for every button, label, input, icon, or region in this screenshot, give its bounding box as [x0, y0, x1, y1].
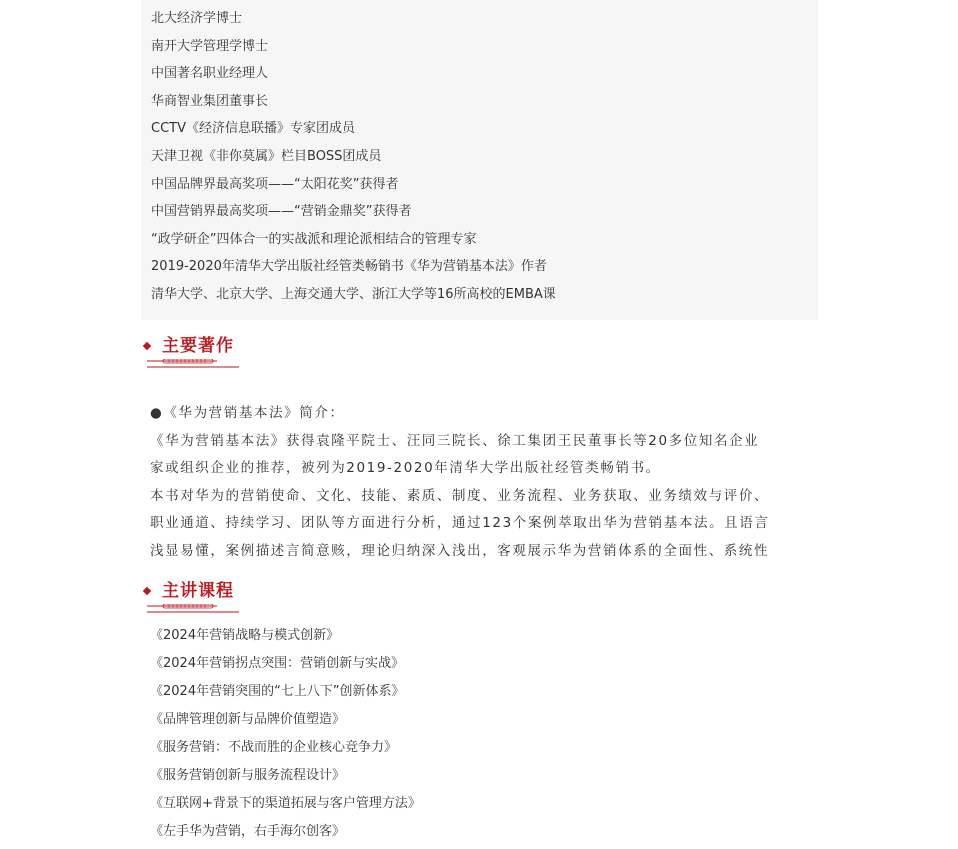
course-item: 《2024年营销战略与模式创新》 — [150, 628, 340, 643]
intro-list — [151, 5, 556, 309]
heading-underline-decoration — [147, 604, 239, 614]
intro-item: 天津卫视《非你莫属》栏目BOSS团成员 — [151, 148, 382, 164]
book-line: ●《华为营销基本法》简介： — [150, 405, 345, 421]
book-line: 本书对华为的营销使命、文化、技能、素质、制度、业务流程、业务获取、业务绩效与评价、 — [150, 487, 770, 504]
intro-item: 南开大学管理学博士 — [151, 38, 269, 54]
works-heading-title: 主要著作 — [162, 336, 234, 356]
heading-underline-decoration — [147, 359, 239, 369]
course-item: 《品牌管理创新与品牌价值塑造》 — [150, 712, 346, 727]
course-item: 《左手华为营销，右手海尔创客》 — [150, 824, 346, 839]
works-section-heading — [144, 335, 264, 375]
book-introduction — [150, 400, 810, 565]
course-item: 《服务营销：不战而胜的企业核心竞争力》 — [150, 740, 398, 755]
course-item: 《2024年营销突围的“七上八下”创新体系》 — [150, 684, 405, 699]
intro-item: 中国著名职业经理人 — [151, 66, 269, 82]
book-line: 浅显易懂，案例描述言简意赅，理论归纳深入浅出，客观展示华为营销体系的全面性、系统性 — [150, 542, 770, 559]
diamond-marker-icon — [143, 342, 151, 350]
intro-item: 中国营销界最高奖项——“营销金鼎奖”获得者 — [151, 204, 412, 220]
intro-item: “政学研企”四体合一的实战派和理论派相结合的管理专家 — [151, 231, 477, 247]
diamond-marker-icon — [143, 587, 151, 595]
book-line: 《华为营销基本法》获得袁隆平院士、汪同三院长、徐工集团王民董事长等20多位知名企业 — [150, 432, 760, 449]
course-item: 《互联网+背景下的渠道拓展与客户管理方法》 — [150, 796, 421, 811]
course-item: 《2024年营销拐点突围：营销创新与实战》 — [150, 656, 405, 671]
book-line: 家或组织企业的推荐，被列为2019-2020年清华大学出版社经管类畅销书。 — [150, 460, 661, 476]
intro-item: 北大经济学博士 — [151, 11, 243, 26]
courses-section-heading — [144, 580, 264, 620]
course-item: 《服务营销创新与服务流程设计》 — [150, 768, 346, 783]
book-line: 职业通道、持续学习、团队等方面进行分析，通过123个案例萃取出华为营销基本法。且语言 — [150, 515, 770, 531]
intro-item: 2019-2020年清华大学出版社经管类畅销书《华为营销基本法》作者 — [151, 259, 547, 275]
courses-heading-title: 主讲课程 — [162, 581, 234, 601]
course-list — [150, 622, 421, 846]
intro-box — [141, 0, 818, 320]
intro-item: 中国品牌界最高奖项——“太阳花奖”获得者 — [151, 176, 399, 192]
intro-item: 清华大学、北京大学、上海交通大学、浙江大学等16所高校的EMBA课 — [151, 286, 556, 302]
intro-item: CCTV《经济信息联播》专家团成员 — [151, 121, 355, 137]
intro-item: 华商智业集团董事长 — [151, 93, 269, 109]
